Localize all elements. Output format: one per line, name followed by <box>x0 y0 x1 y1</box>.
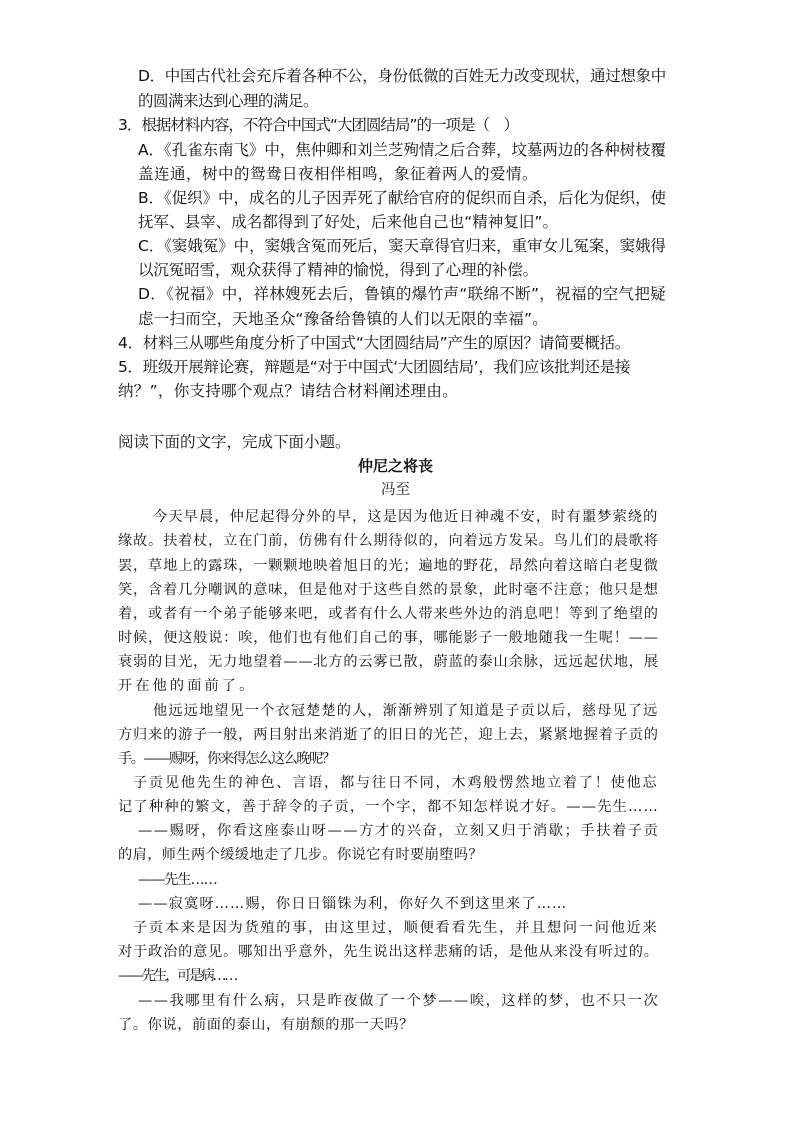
story-author: 冯至 <box>381 482 410 498</box>
question-line: C．《窦娥冤》中，窦娥含冤而死后，窦天章得官归来，重审女儿冤案，窦娥得 <box>138 237 666 255</box>
story-title: 仲尼之将丧 <box>358 457 434 475</box>
story-line: ——赐呀，你看这座泰山呀——方才的兴奋，立刻又归于消歇；手扶着子贡 <box>138 823 660 839</box>
story-line: 衰弱的目光，无力地望着——北方的云雾已散，蔚蓝的泰山余脉，远远起伏地，展 <box>118 654 659 670</box>
question-line: 的圆满来达到心理的满足。 <box>138 92 318 110</box>
reading-instruction: 阅读下面的文字，完成下面小题。 <box>118 433 351 451</box>
story-line: 子贡见他先生的神色、言语，都与往日不同，木鸡般愣然地立着了！使他忘 <box>133 775 659 791</box>
story-line: 今天早晨，仲尼起得分外的早，这是因为他近日神魂不安，时有噩梦萦绕的 <box>153 509 659 525</box>
question-line: 纳？”，你支持哪个观点？请结合材料阐述理由。 <box>118 382 458 400</box>
question-line: D．中国古代社会充斥着各种不公，身份低微的百姓无力改变现状，通过想象中 <box>138 67 666 85</box>
story-line: ——我哪里有什么病，只是昨夜做了一个梦——唉，这样的梦，也不只一次 <box>138 993 660 1009</box>
story-line: ——寂寞呀……赐，你日日锱铢为利，你好久不到这里来了…… <box>138 896 568 912</box>
story-line: ——先生，可是病…… <box>118 968 236 984</box>
story-line: 的肩，师生两个缓缓地走了几步。你说它有时要崩堕吗？ <box>118 847 483 863</box>
story-line: 他远远地望见一个衣冠楚楚的人，渐渐辨别了知道是子贡以后，慈母见了远 <box>153 703 659 719</box>
story-line: 时候，便这般说：唉，他们也有他们自己的事，哪能影子一般地随我一生呢！—— <box>118 630 659 646</box>
story-line: 手。——赐呀，你来得怎么这么晚呢？ <box>118 751 335 767</box>
story-line: 方归来的游子一般，两目射出来消逝了的旧日的光芒，迎上去，紧紧地握着子贡的 <box>118 727 659 743</box>
question-line: 抚军、县宰、成名都得到了好处，后来他自己也“精神复旧”。 <box>138 213 558 231</box>
story-line: 着，或者有一个弟子能够来吧，或者有什么人带来些外边的消息吧！等到了绝望的 <box>118 606 659 622</box>
question-line: 5．班级开展辩论赛，辩题是“对于中国式‘大团圆结局’，我们应该批判还是接 <box>118 358 630 376</box>
story-line: 子贡本来是因为货殖的事，由这里过，顺便看看先生，并且想问一问他近来 <box>133 920 659 936</box>
question-line: D．《祝福》中，祥林嫂死去后，鲁镇的爆竹声“联绵不断”，祝福的空气把疑 <box>138 285 666 303</box>
question-line: 虑一扫而空，天地圣众“豫备给鲁镇的人们以无限的幸福”。 <box>138 310 548 328</box>
story-line: 罢，草地上的露珠，一颗颗地映着旭日的光；遍地的野花，昂然向着这暗白老叟微 <box>118 558 659 574</box>
story-line: 笑，含着几分嘲讽的意味，但是他对于这些自然的景象，此时毫不注意；他只是想 <box>118 582 659 598</box>
story-line: 记了种种的繁文，善于辞令的子贡，一个字，都不知怎样说才好。——先生…… <box>118 799 659 815</box>
question-line: B．《促织》中，成名的儿子因弄死了献给官府的促织而自杀，后化为促织，使 <box>138 189 666 207</box>
story-line: 了。你说，前面的泰山，有崩颓的那一天吗？ <box>118 1017 414 1033</box>
question-line: 3．根据材料内容，不符合中国式“大团圆结局”的一项是（ ） <box>118 116 518 134</box>
story-line: 对于政治的意见。哪知出乎意外，先生说出这样悲痛的话，是他从来没有听过的。 <box>118 944 659 960</box>
question-line: A．《孔雀东南飞》中，焦仲卿和刘兰芝殉情之后合葬，坟墓两边的各种树枝覆 <box>138 141 666 159</box>
question-line: 盖连通，树中的鸳鸯日夜相伴相鸣，象征着两人的爱情。 <box>138 165 538 183</box>
story-line: 缘故。扶着杖，立在门前，仿佛有什么期待似的，向着远方发呆。鸟儿们的晨歌将 <box>118 533 659 549</box>
question-line: 4．材料三从哪些角度分析了中国式“大团圆结局”产生的原因？请简要概括。 <box>118 334 630 352</box>
question-line: 以沉冤昭雪，观众获得了精神的愉悦，得到了心理的补偿。 <box>138 261 538 279</box>
story-line: ——先生…… <box>138 872 217 888</box>
story-line: 开在他的面前了。 <box>118 678 257 694</box>
